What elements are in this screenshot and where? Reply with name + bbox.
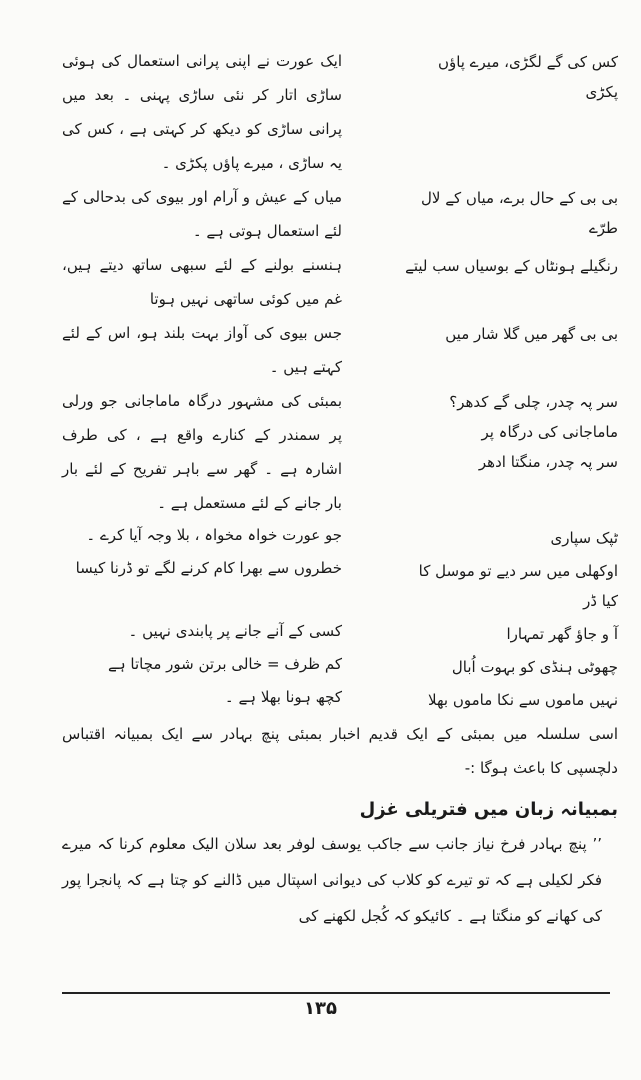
proverb-term: اوکھلی میں سر دیے تو موسل کا کیا ڈر <box>418 562 618 610</box>
proverb-row <box>62 682 618 715</box>
proverb-term-line: سر پہ چدر، چلی گے کدھر؟ ماماجانی کی درگاہ پر <box>449 393 618 441</box>
proverb-term: آ و جاؤ گھر تمہارا <box>506 625 618 643</box>
proverb-term-line: بی بی کے حال برے، میاں کے لال طرّے <box>420 189 618 237</box>
proverb-definition: بمبئی کی مشہور درگاہ ماماجانی جو ورلی پر سمندر کے کنارے واقع ہے ، کی طرف اشارہ ہے ۔ گھر سے باہر تفریح کے لئے بار بار جانے کے لئے مستعمل ہے ۔ <box>62 392 342 512</box>
proverb-term <box>403 316 618 349</box>
proverb-row <box>62 316 618 384</box>
proverb-definition: کچھ ہونا بھلا ہے ۔ <box>224 688 342 706</box>
proverb-term <box>403 384 618 477</box>
page-number: ۱۳۵ <box>304 998 337 1019</box>
proverb-term: ٹپک سپاری <box>550 529 618 547</box>
proverb-definition: جو عورت خواہ مخواہ ، بلا وجہ آیا کرے ۔ <box>86 526 342 544</box>
proverb-row <box>62 248 618 316</box>
proverb-definition: ایک عورت نے اپنی پرانی استعمال کی ہوئی ساڑی اتار کر نئی ساڑی پہنی ۔ بعد میں پرانی ساڑی کو دیکھ کر کہتی ہے ، کس کی یہ ساڑی ، میرے پاؤں پکڑی ۔ <box>62 52 342 172</box>
quoted-passage: ’’ پنچ بہادر فرخ نیاز جانب سے جاکب یوسف لوفر بعد سلان الیک معلوم کرنا کہ میرے فکر لکیلی ہے کہ تو تیرے کو کلاب کی دیوانی اسپتال میں ڈالنے کو چتا ہے کہ پانجرا پور کی کھانے کو منگتا ہے ۔ کائیکو کہ کُجل لکھنے کی <box>62 835 602 925</box>
proverb-term-line: کس کی گے لگڑی، میرے پاؤں پکڑی <box>437 53 618 101</box>
proverb-row <box>62 649 618 682</box>
proverb-row <box>62 553 618 616</box>
proverb-definition: کم ظرف = خالی برتن شور مچاتا ہے <box>108 655 342 673</box>
proverb-term: چھوٹی ہنڈی کو بہوت اُبال <box>451 658 618 676</box>
proverb-definition: کسی کے آنے جانے پر پابندی نہیں ۔ <box>128 622 342 640</box>
proverb-row <box>62 180 618 248</box>
proverb-row <box>62 616 618 649</box>
proverb-definition: خطروں سے بھرا کام کرنے لگے تو ڈرنا کیسا <box>75 559 342 577</box>
page-body <box>62 44 618 934</box>
proverb-term <box>403 180 618 243</box>
proverb-definition: ہنسنے بولنے کے لئے سبھی ساتھ دیتے ہیں، غم میں کوئی ساتھی نہیں ہوتا <box>62 256 342 308</box>
proverb-term <box>403 44 618 107</box>
proverb-row <box>62 520 618 553</box>
footer-rule <box>62 992 610 994</box>
proverb-term-line: بی بی گھر میں گلا شار میں <box>445 325 618 343</box>
intro-paragraph: اسی سلسلہ میں بمبئی کے ایک قدیم اخبار بمبئی پنچ بہادر سے ایک بمبیانہ اقتباس دلچسپی کا باعث ہوگا :- <box>62 725 618 777</box>
proverb-term-line: رنگیلے ہونٹاں کے بوسیاں سب لیتے <box>405 257 618 275</box>
proverb-term <box>403 248 618 281</box>
proverb-definition: میاں کے عیش و آرام اور بیوی کی بدحالی کے لئے استعمال ہوتی ہے ۔ <box>62 188 342 240</box>
section-heading: بمبیانہ زبان میں فتریلی غزل <box>359 799 618 820</box>
proverb-row <box>62 44 618 180</box>
proverb-term-line: سر پہ چدر، منگتا ادھر <box>478 453 618 471</box>
proverb-definition: جس بیوی کی آواز بہت بلند ہو، اس کے لئے کہتے ہیں ۔ <box>62 324 342 376</box>
proverb-term: نہیں ماموں سے نکا ماموں بھلا <box>428 691 618 709</box>
proverb-row <box>62 384 618 520</box>
